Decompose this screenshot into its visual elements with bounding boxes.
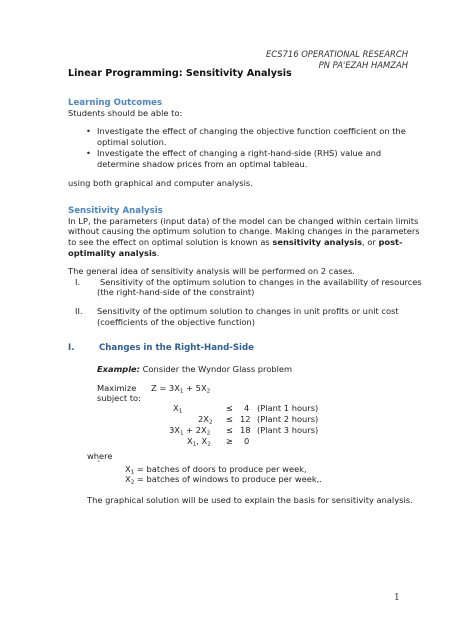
constraint-4-lhs: $X_1$, $X_2$	[187, 436, 211, 448]
sensitivity-p2: The general idea of sensitivity analysis will be performed on 2 cases.	[68, 266, 355, 276]
constraint-4-rhs: 0	[244, 436, 250, 446]
definition-x2: $X_2$ = batches of windows to produce per week,.	[125, 474, 322, 486]
constraint-3-lhs: $3X_1 + 2X_2$	[169, 425, 211, 437]
bullet-2-line-1: Investigate the effect of changing a right-hand-side (RHS) value and	[97, 148, 382, 158]
page-number: 1	[394, 593, 400, 603]
bullet-dot: •	[86, 148, 91, 158]
term-optimality-analysis: optimality analysis	[68, 248, 157, 258]
term-sensitivity-analysis: sensitivity analysis	[272, 237, 363, 247]
example-label: Example:	[97, 364, 140, 374]
learning-outcomes-heading: Learning Outcomes	[68, 98, 163, 108]
case-1-line-2: (the right-hand-side of the constraint)	[97, 287, 255, 297]
constraint-3-op: ≤	[226, 425, 233, 435]
subject-to-label: subject to:	[97, 393, 141, 403]
case-2-line-2: (coefficients of the objective function)	[97, 317, 255, 327]
section-1-heading: Changes in the Right-Hand-Side	[99, 343, 254, 353]
learning-outcomes-intro: Students should be able to:	[68, 108, 183, 118]
example-text: Consider the Wyndor Glass problem	[140, 364, 293, 374]
case-1-line-1: Sensitivity of the optimum solution to changes in the availability of resources	[100, 277, 422, 287]
sensitivity-heading: Sensitivity Analysis	[68, 206, 163, 216]
constraint-2-op: ≤	[226, 414, 233, 424]
constraint-3-rhs: 18	[240, 425, 251, 435]
sensitivity-p1-line-4-end: .	[156, 248, 160, 258]
sensitivity-p1-line-2: without causing the optimum solution to change. Making changes in the parameters	[68, 226, 420, 236]
definition-x1: $X_1$ = batches of doors to produce per week,	[125, 464, 307, 476]
constraint-1-op: ≤	[226, 403, 233, 413]
sensitivity-p1-line-3-mid: , or	[362, 237, 379, 247]
maximize-label: Maximize	[97, 383, 137, 393]
example-line	[97, 364, 292, 375]
constraint-2-lhs: $2X_2$	[198, 414, 213, 426]
course-header: ECS716 OPERATIONAL RESEARCH	[265, 49, 408, 59]
section-1-closing: The graphical solution will be used to explain the basis for sensitivity analysis.	[87, 495, 413, 505]
constraint-1-note: (Plant 1 hours)	[257, 403, 319, 413]
bullet-2-line-2: determine shadow prices from an optimal tableau.	[97, 159, 308, 169]
bullet-dot: •	[86, 126, 91, 136]
term-post: post-	[378, 237, 403, 247]
author-header: PN PA'EZAH HAMZAH	[318, 60, 408, 70]
constraint-3-note: (Plant 3 hours)	[257, 425, 319, 435]
constraint-1-lhs: $X_1$	[173, 403, 183, 415]
case-2-line-1: Sensitivity of the optimum solution to changes in unit profits or unit cost	[97, 306, 399, 316]
sensitivity-p1-line-3-text: to see the effect on optimal solution is known as	[68, 237, 273, 247]
case-2-number: II.	[75, 306, 83, 316]
constraint-1-rhs: 4	[244, 403, 250, 413]
section-1-number: I.	[68, 343, 75, 353]
sensitivity-p1-line-4	[68, 248, 159, 259]
constraint-4-op: ≥	[226, 436, 233, 446]
learning-outcomes-closing: using both graphical and computer analysis.	[68, 178, 253, 188]
sensitivity-p1-line-3	[68, 237, 402, 248]
tick-mark: `	[97, 459, 102, 469]
bullet-1-line-1: Investigate the effect of changing the objective function coefficient on the	[97, 126, 406, 136]
objective-function: $Z = 3X_1 + 5X_2$	[151, 383, 211, 395]
document-title: Linear Programming: Sensitivity Analysis	[68, 68, 292, 79]
sensitivity-p1-line-1: In LP, the parameters (input data) of the model can be changed within certain limits	[68, 216, 419, 226]
constraint-2-note: (Plant 2 hours)	[257, 414, 319, 424]
where-label: where	[87, 451, 113, 461]
bullet-1-line-2: optimal solution.	[97, 137, 167, 147]
case-1-number: I.	[75, 277, 81, 287]
constraint-2-rhs: 12	[240, 414, 251, 424]
